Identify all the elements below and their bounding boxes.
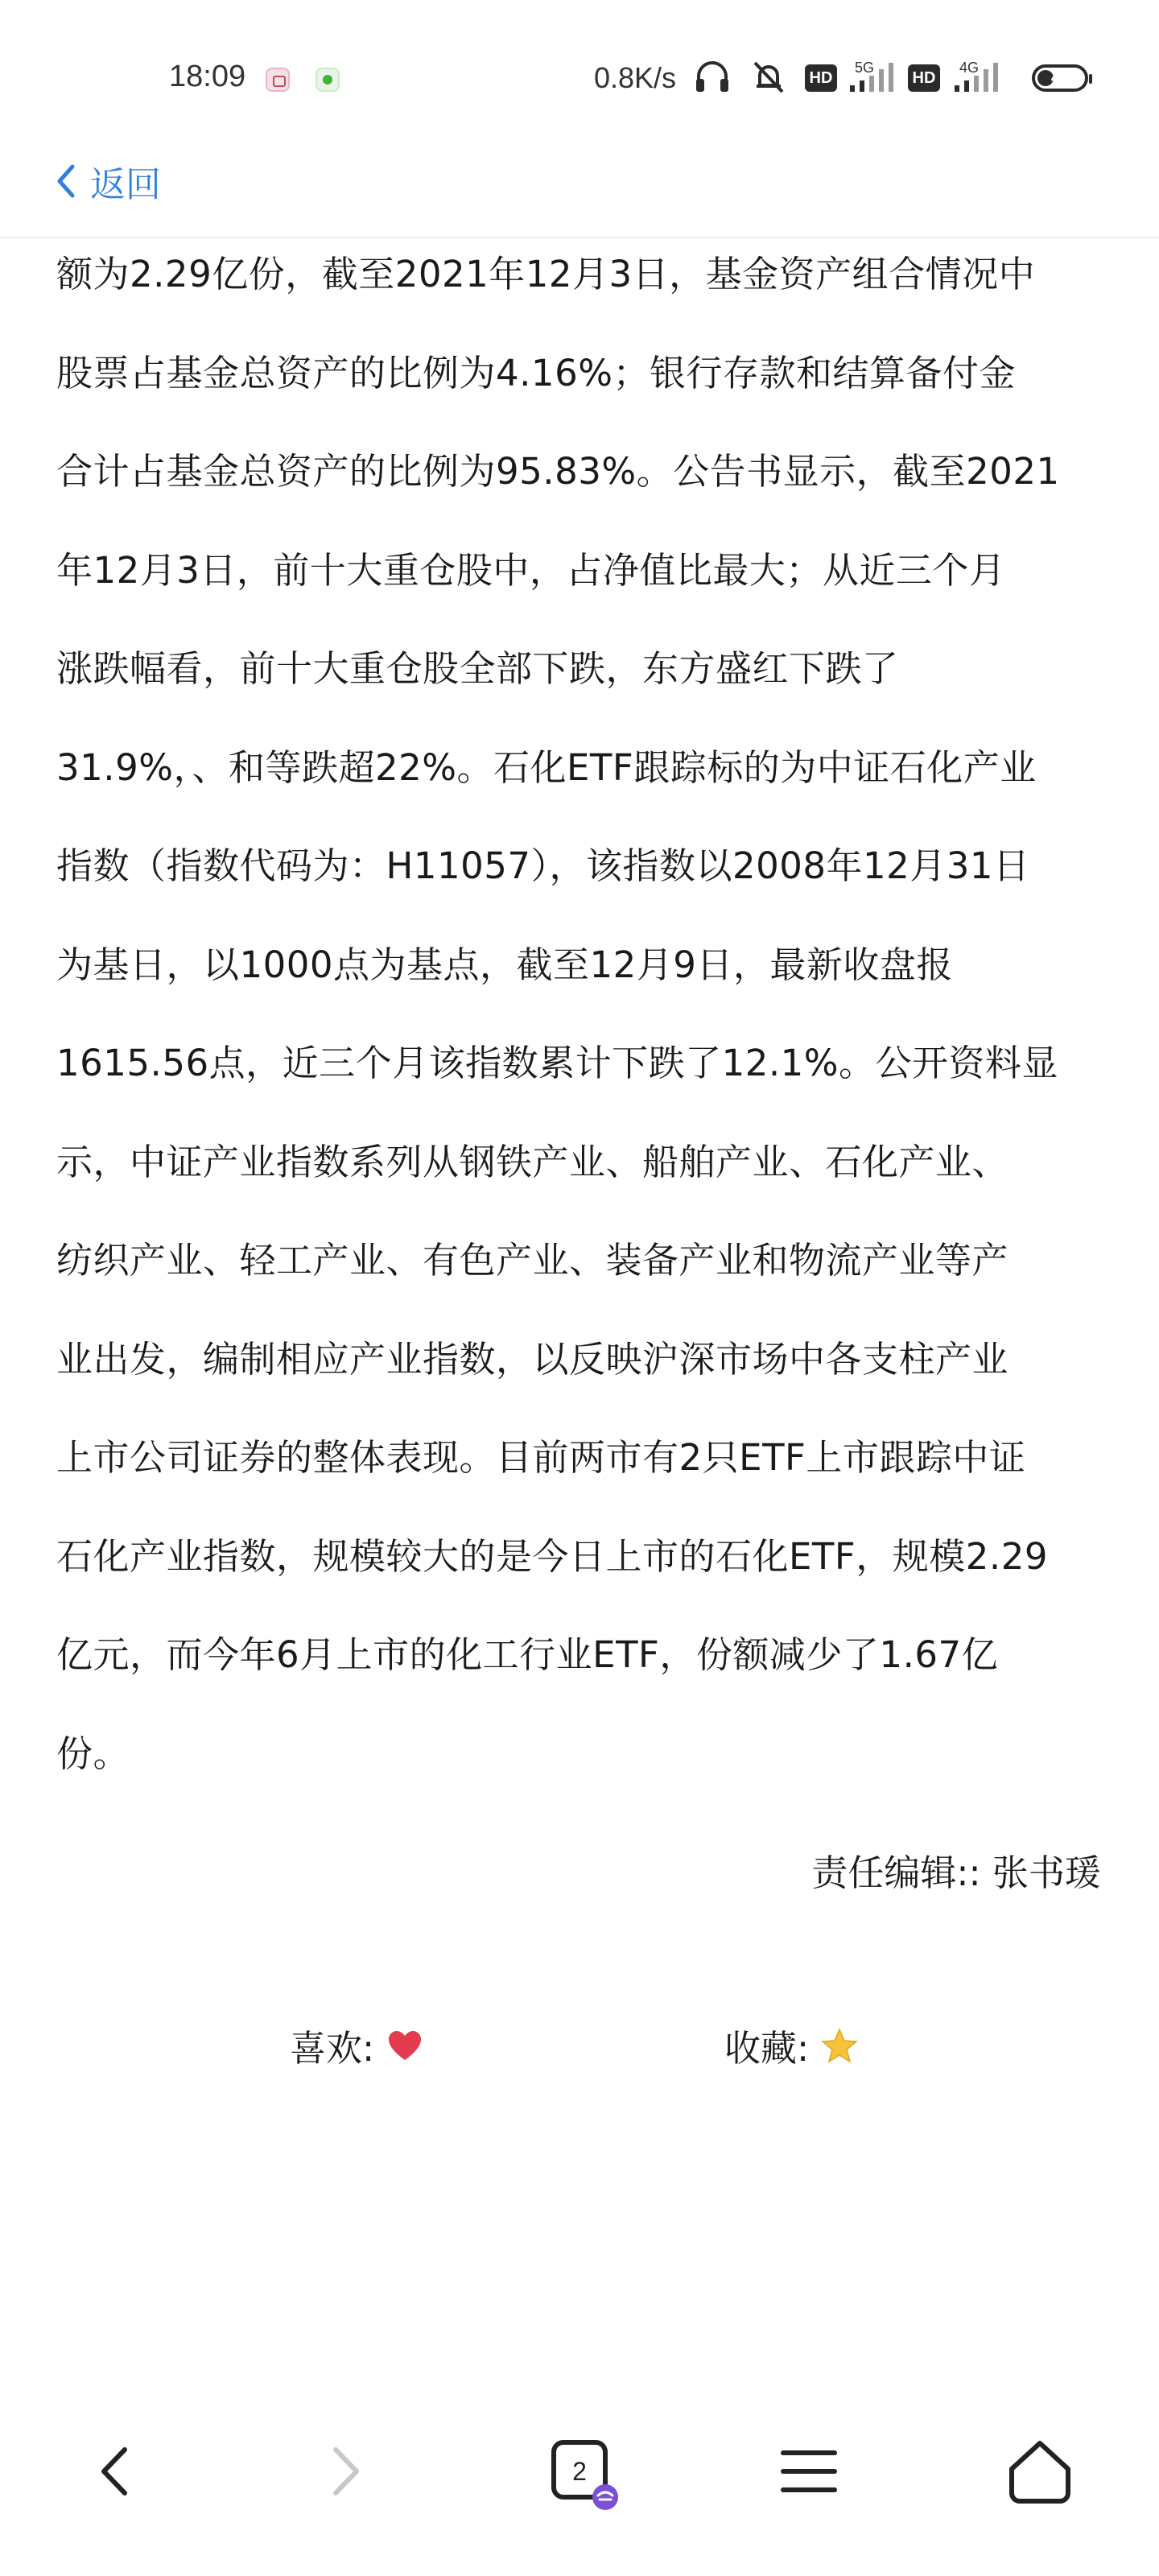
tabs-button[interactable] [531, 2423, 628, 2520]
responsible-editor: 责任编辑:: 张书瑗 [811, 1852, 1101, 1894]
bottom-navigation [0, 2383, 1159, 2576]
article-line: 1615.56点，近三个月该指数累计下跌了12.1%。公开资料显 [56, 1042, 1059, 1084]
article-line: 示，中证产业指数系列从钢铁产业、船舶产业、石化产业、 [56, 1140, 1009, 1183]
favorite-button[interactable] [724, 2019, 859, 2071]
chevron-right-icon [326, 2443, 366, 2500]
signal-4g-icon [950, 56, 1003, 97]
article-line: 上市公司证券的整体表现。目前两市有2只ETF上市跟踪中证 [56, 1436, 1026, 1479]
article-line: 指数（指数代码为：H11057），该指数以2008年12月31日 [56, 844, 1030, 887]
article-line: 额为2.29亿份，截至2021年12月3日，基金资产组合情况中 [56, 253, 1036, 295]
status-time: 18:09 [169, 60, 246, 93]
network-label-1: 5G [855, 60, 875, 76]
network-speed: 0.8K/s [594, 61, 677, 94]
article-line: 年12月3日，前十大重仓股中，占净值比最大；从近三个月 [56, 548, 1006, 592]
menu-icon [777, 2443, 841, 2500]
hd-badge-1: HD [805, 64, 837, 92]
nav-back-button[interactable] [66, 2423, 163, 2520]
home-button[interactable] [992, 2423, 1088, 2520]
like-button[interactable] [290, 2019, 424, 2071]
article-line: 亿元，而今年6月上市的化工行业ETF，份额减少了1.67亿 [56, 1633, 999, 1676]
nav-forward-button[interactable] [298, 2423, 394, 2520]
article-line: 涨跌幅看，前十大重仓股全部下跌，东方盛红下跌了 [56, 647, 899, 690]
article-line: 石化产业指数，规模较大的是今日上市的石化ETF，规模2.29 [56, 1534, 1049, 1578]
hd-badge-2: HD [908, 64, 940, 92]
back-button[interactable] [53, 153, 161, 209]
article-line: 份。 [56, 1732, 130, 1775]
home-icon [1004, 2435, 1076, 2508]
article-body [56, 225, 1103, 1803]
chevron-left-icon [53, 162, 77, 200]
back-label: 返回 [90, 164, 161, 205]
tabs-count: 2 [572, 2456, 587, 2486]
chevron-left-icon [94, 2443, 134, 2500]
article-line: 合计占基金总资产的比例为95.83%。公告书显示，截至2021 [56, 450, 1060, 493]
top-header [0, 129, 1159, 238]
favorite-label: 收藏: [724, 2027, 810, 2070]
menu-button[interactable] [761, 2423, 857, 2520]
notification-wechat-icon [316, 68, 340, 92]
battery-text: 42 [1050, 69, 1070, 87]
star-icon [820, 2027, 859, 2064]
article-line: 为基日，以1000点为基点，截至12月9日，最新收盘报 [56, 943, 953, 986]
heart-icon [386, 2028, 424, 2063]
notification-app-icon [266, 68, 290, 92]
article-line: 股票占基金总资产的比例为4.16%；银行存款和结算备付金 [56, 351, 1016, 394]
battery-icon [1032, 64, 1088, 92]
network-label-2: 4G [959, 60, 980, 76]
signal-5g-icon [845, 56, 898, 97]
mute-bell-icon [749, 56, 789, 97]
like-label: 喜欢: [290, 2027, 375, 2070]
article-line: 纺织产业、轻工产业、有色产业、装备产业和物流产业等产 [56, 1239, 1009, 1282]
headphone-icon [692, 56, 732, 97]
article-line: 业出发，编制相应产业指数，以反映沪深市场中各支柱产业 [56, 1337, 1009, 1381]
article-line: 31.9%，、和等跌超22%。石化ETF跟踪标的为中证石化产业 [56, 745, 1037, 789]
